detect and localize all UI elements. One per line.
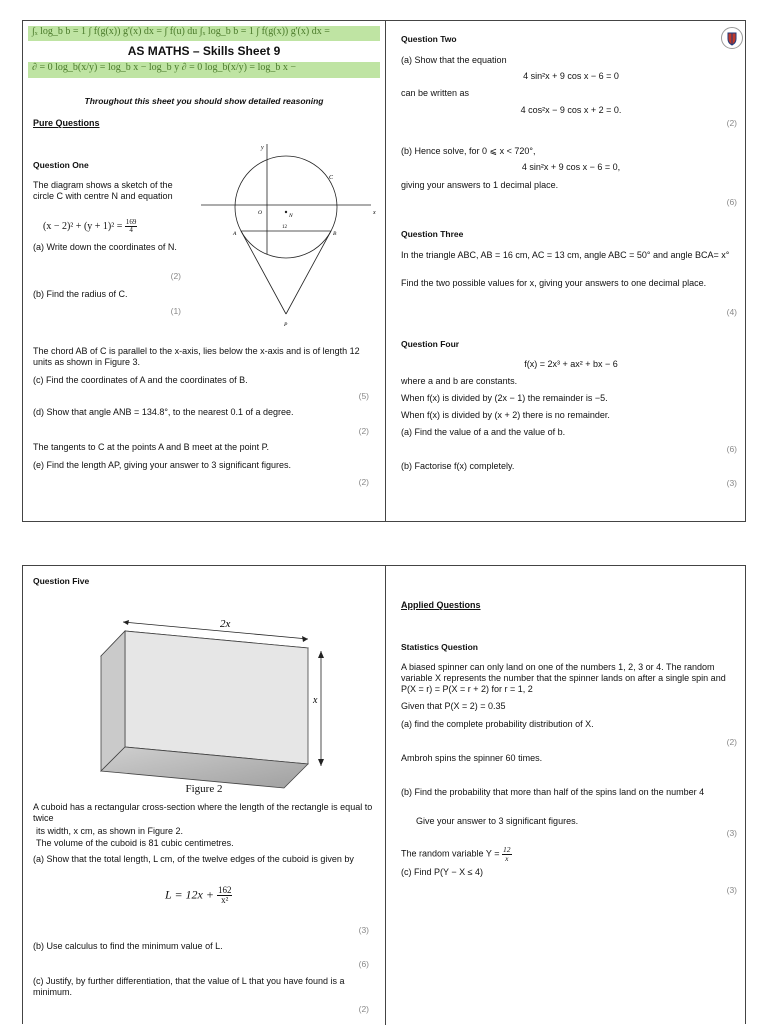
stats-part-b2: Give your answer to 3 significant figures.: [416, 816, 579, 826]
q5-part-c: (c) Justify, by further differentiation, that the value of L that you have found is a minimum.: [33, 976, 345, 997]
stats-rv-den: x: [505, 853, 509, 863]
centre-point-n: [285, 211, 287, 213]
stats-marks-c: (3): [726, 885, 737, 895]
q1-part-c: (c) Find the coordinates of A and the coordinates of B.: [33, 375, 248, 385]
q1-equation-fraction: [125, 219, 138, 234]
q2-eq1: 4 sin²x + 9 cos x − 6 = 0: [523, 71, 619, 81]
stats-rv-text: [401, 846, 512, 862]
q2-heading: Question Two: [401, 34, 457, 44]
stats-given: Given that P(X = 2) = 0.35: [401, 701, 506, 711]
circle-diagram: [201, 139, 381, 334]
q4-eq: f(x) = 2x³ + ax² + bx − 6: [524, 359, 618, 369]
q5-frac-den: x²: [221, 895, 229, 905]
sheet-title: AS MATHS – Skills Sheet 9: [28, 41, 380, 62]
formula-banner-top: [28, 26, 380, 42]
q5-text3: The volume of the cuboid is 81 cubic centimetres.: [36, 838, 234, 848]
figure-caption: Figure 2: [185, 783, 223, 795]
q4-part-b: (b) Factorise f(x) completely.: [401, 461, 515, 471]
q5-formula-fraction: [217, 886, 233, 905]
q5-formula: [165, 886, 232, 905]
cuboid-label-x: x: [313, 695, 318, 706]
column-divider: [385, 566, 386, 1025]
q5-text2: its width, x cm, as shown in Figure 2.: [36, 826, 184, 836]
q1-part-b: (b) Find the radius of C.: [33, 289, 128, 299]
formula-banner-bottom: [28, 62, 380, 78]
diagram-label-o: O: [258, 210, 262, 216]
cuboid-back-face: [125, 631, 308, 764]
stats-ambroh: Ambroh spins the spinner 60 times.: [401, 753, 543, 763]
q5-frac-num: 162: [217, 885, 232, 895]
diagram-label-p: P: [284, 322, 288, 328]
q1-marks-e: (2): [358, 477, 369, 487]
q1-part-a: (a) Write down the coordinates of N.: [33, 242, 177, 252]
q1-chord-text: The chord AB of C is parallel to the x-axis, lies below the x-axis and is of length 12 units as shown in Figure 3.: [33, 346, 360, 367]
q4-where: where a and b are constants.: [401, 376, 518, 386]
q1-marks-b: (1): [170, 306, 181, 316]
stats-part-b: (b) Find the probability that more than half of the spins land on the number 4: [401, 787, 705, 797]
q4-part-a: (a) Find the value of a and the value of b.: [401, 427, 566, 437]
q2-marks-b: (6): [726, 197, 737, 207]
stats-marks-a: (2): [726, 737, 737, 747]
q1-part-d: (d) Show that angle ANB = 134.8°, to the nearest 0.1 of a degree.: [33, 407, 294, 417]
stats-part-c: (c) Find P(Y − X ≤ 4): [401, 867, 484, 877]
stats-part-a: (a) find the complete probability distribution of X.: [401, 719, 594, 729]
worksheet-page-2: [22, 565, 746, 1024]
q2-part-b: (b) Hence solve, for 0 ⩽ x < 720°,: [401, 146, 536, 156]
q5-heading: Question Five: [33, 576, 90, 586]
diagram-label-y: y: [261, 145, 264, 151]
q5-formula-lhs: L = 12x +: [165, 887, 214, 902]
q3-text2: Find the two possible values for x, giving your answers to one decimal place.: [401, 278, 707, 288]
q3-heading: Question Three: [401, 229, 464, 239]
q5-marks-c: (2): [358, 1004, 369, 1014]
diagram-label-b: B: [333, 231, 337, 237]
tangent-ap: [241, 231, 286, 314]
q1-equation: [43, 219, 137, 234]
cuboid-figure: [83, 611, 343, 796]
arrow-left-icon: [123, 620, 129, 625]
q4-heading: Question Four: [401, 339, 460, 349]
diagram-label-c: C: [329, 175, 334, 181]
q1-frac-num: 169: [125, 218, 137, 226]
diagram-label-n: N: [289, 213, 293, 219]
q1-marks-c: (5): [358, 391, 369, 401]
q1-marks-d: (2): [358, 426, 369, 436]
q5-marks-b: (6): [358, 959, 369, 969]
q2-can-be: can be written as: [401, 88, 470, 98]
crest-shield-icon: [722, 28, 742, 48]
applied-questions-heading: Applied Questions: [401, 600, 481, 610]
pure-questions-heading: Pure Questions: [33, 118, 100, 128]
q2-eq2: 4 cos²x − 9 cos x + 2 = 0.: [520, 105, 622, 115]
stats-marks-b: (3): [726, 828, 737, 838]
diagram-label-a: A: [233, 231, 237, 237]
q5-text1: A cuboid has a rectangular cross-section where the length of the rectangle is equal to twice: [33, 802, 373, 823]
stats-rv-label: The random variable Y =: [401, 848, 500, 859]
q4-marks-a: (6): [726, 444, 737, 454]
q1-frac-den: 4: [129, 226, 133, 234]
diagram-label-x: x: [373, 210, 376, 216]
q2-part-a: (a) Show that the equation: [401, 55, 507, 65]
q5-part-a: (a) Show that the total length, L cm, of the twelve edges of the cuboid is given by: [33, 854, 354, 864]
arrow-up-icon: [318, 651, 324, 658]
banner-text-bottom: ∂ = 0 log_b(x/y) = log_b x − log_b y ∂ = 0 log_b(x/y) = log_b x −: [32, 62, 296, 73]
q1-heading: Question One: [33, 160, 89, 170]
stats-text1: A biased spinner can only land on one of the numbers 1, 2, 3 or 4. The random variable X represents the number that the spinner lands on after a single spin and P(X = r) = P(X = r + 2) for r = 1, 2: [401, 662, 726, 694]
q1-equation-lhs: (x − 2)² + (y + 1)² =: [43, 220, 123, 232]
stats-rv-num: 12: [503, 845, 511, 854]
stats-heading: Statistics Question: [401, 642, 478, 652]
worksheet-page-1: [22, 20, 746, 522]
tangent-bp: [286, 231, 331, 314]
q4-cond2: When f(x) is divided by (x + 2) there is no remainder.: [401, 410, 610, 420]
diagram-label-12: 12: [282, 225, 287, 230]
circle-c: [235, 156, 337, 258]
cuboid-side-face: [101, 631, 125, 771]
q5-marks-a: (3): [358, 925, 369, 935]
q1-marks-a: (2): [170, 271, 181, 281]
q2-giving: giving your answers to 1 decimal place.: [401, 180, 559, 190]
arrow-down-icon: [318, 759, 324, 766]
banner-text-top: ∫ₓ log_b b = 1 ∫ f(g(x)) g'(x) dx = ∫ f(u) du ∫ₓ log_b b = 1 ∫ f(g(x)) g'(x) dx =: [32, 26, 330, 37]
column-divider: [385, 21, 386, 521]
q2-eq3: 4 sin²x + 9 cos x − 6 = 0,: [521, 162, 621, 172]
arrow-right-icon: [302, 636, 308, 642]
q1-part-e: (e) Find the length AP, giving your answer to 3 significant figures.: [33, 460, 291, 470]
q5-part-b: (b) Use calculus to find the minimum value of L.: [33, 941, 223, 951]
q1-intro: The diagram shows a sketch of the circle C with centre N and equation: [33, 180, 173, 201]
cuboid-label-2x: 2x: [220, 618, 231, 630]
q1-tangent-text: The tangents to C at the points A and B meet at the point P.: [33, 442, 269, 452]
q3-text1: In the triangle ABC, AB = 16 cm, AC = 13 cm, angle ABC = 50° and angle BCA= x°: [401, 250, 730, 260]
stats-rv-fraction: [502, 846, 512, 862]
q4-marks-b: (3): [726, 478, 737, 488]
q2-marks-a: (2): [726, 118, 737, 128]
instruction-text: Throughout this sheet you should show detailed reasoning: [84, 96, 324, 106]
q3-marks: (4): [726, 307, 737, 317]
q4-cond1: When f(x) is divided by (2x − 1) the remainder is −5.: [401, 393, 608, 403]
school-crest-icon: [721, 27, 743, 49]
